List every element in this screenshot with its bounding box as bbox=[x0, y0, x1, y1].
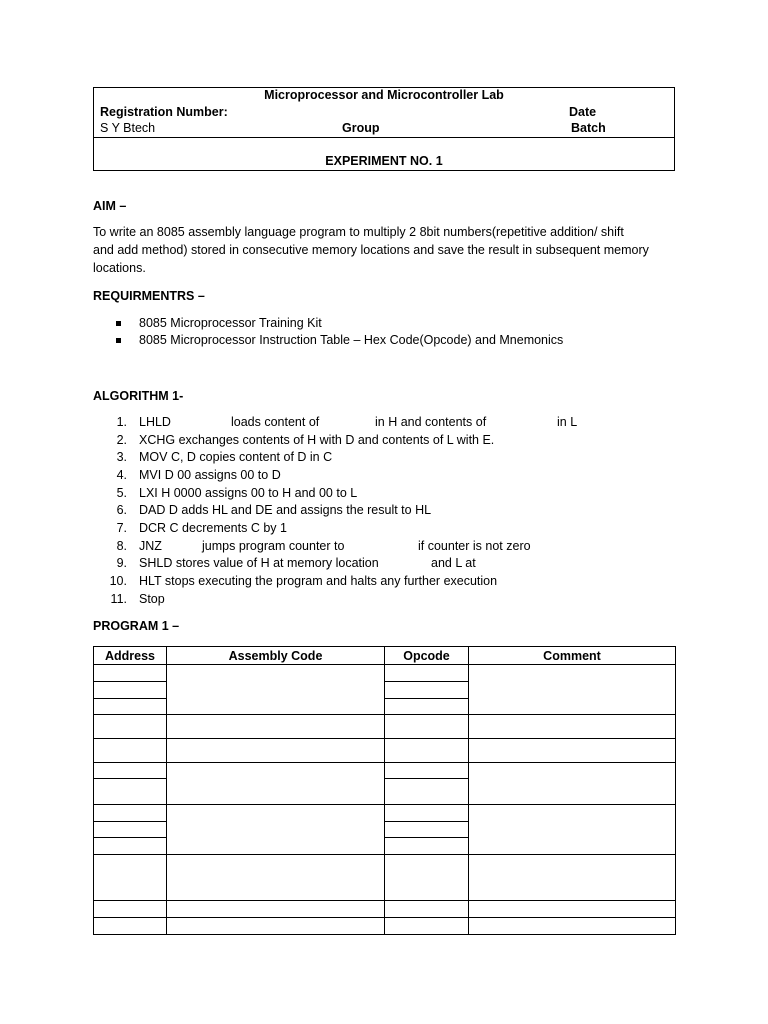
opcode-cell[interactable] bbox=[385, 665, 469, 682]
comment-cell[interactable] bbox=[469, 918, 676, 935]
address-cell[interactable] bbox=[94, 665, 167, 682]
step-number: 3. bbox=[116, 450, 127, 464]
step-number: 7. bbox=[116, 521, 127, 535]
lab-title: Microprocessor and Microcontroller Lab bbox=[264, 88, 504, 102]
address-cell[interactable] bbox=[94, 918, 167, 935]
program-heading: PROGRAM 1 – bbox=[93, 619, 180, 633]
comment-cell[interactable] bbox=[469, 901, 676, 918]
step-text: LXI H 0000 assigns 00 to H and 00 to L bbox=[139, 486, 358, 500]
opcode-cell[interactable] bbox=[385, 822, 469, 838]
requirement-item: 8085 Microprocessor Instruction Table – Hex Code(Opcode) and Mnemonics bbox=[139, 333, 564, 347]
table-row bbox=[94, 715, 676, 739]
assembly-cell[interactable] bbox=[167, 739, 385, 763]
bullet-icon bbox=[116, 338, 121, 343]
step-text: DCR C decrements C by 1 bbox=[139, 521, 287, 535]
experiment-label: EXPERIMENT NO. 1 bbox=[325, 154, 443, 168]
address-cell[interactable] bbox=[94, 855, 167, 901]
table-row bbox=[94, 665, 676, 682]
step-text: jumps program counter to bbox=[202, 539, 345, 553]
table-row bbox=[94, 918, 676, 935]
assembly-cell[interactable] bbox=[167, 805, 385, 855]
opcode-cell[interactable] bbox=[385, 715, 469, 739]
opcode-cell[interactable] bbox=[385, 918, 469, 935]
opcode-cell[interactable] bbox=[385, 739, 469, 763]
step-text: Stop bbox=[139, 592, 165, 606]
opcode-cell[interactable] bbox=[385, 855, 469, 901]
step-number: 8. bbox=[116, 539, 127, 553]
opcode-cell[interactable] bbox=[385, 779, 469, 805]
address-cell[interactable] bbox=[94, 763, 167, 779]
table-header-row bbox=[94, 647, 676, 665]
step-text: JNZ bbox=[139, 539, 162, 553]
comment-cell[interactable] bbox=[469, 715, 676, 739]
table-row bbox=[94, 805, 676, 822]
comment-cell[interactable] bbox=[469, 763, 676, 805]
step-text: if counter is not zero bbox=[418, 539, 531, 553]
address-cell[interactable] bbox=[94, 838, 167, 855]
step-text: SHLD stores value of H at memory location bbox=[139, 556, 379, 570]
header-divider bbox=[93, 137, 675, 138]
address-cell[interactable] bbox=[94, 682, 167, 699]
registration-label: Registration Number: bbox=[100, 105, 228, 119]
assembly-cell[interactable] bbox=[167, 665, 385, 715]
column-header-address: Address bbox=[94, 647, 167, 665]
opcode-cell[interactable] bbox=[385, 901, 469, 918]
step-text: DAD D adds HL and DE and assigns the result to HL bbox=[139, 503, 432, 517]
assembly-cell[interactable] bbox=[167, 918, 385, 935]
step-text: in H and contents of bbox=[375, 415, 487, 429]
step-text: HLT stops executing the program and halts any further execution bbox=[139, 574, 498, 588]
comment-cell[interactable] bbox=[469, 805, 676, 855]
table-row bbox=[94, 739, 676, 763]
aim-line-2: and add method) stored in consecutive memory locations and save the result in subsequent memory bbox=[93, 243, 649, 257]
aim-line-3: locations. bbox=[93, 261, 146, 275]
step-text: and L at bbox=[431, 556, 476, 570]
step-number: 4. bbox=[116, 468, 127, 482]
address-cell[interactable] bbox=[94, 822, 167, 838]
step-number: 9. bbox=[116, 556, 127, 570]
class-label: S Y Btech bbox=[100, 121, 156, 135]
step-text: XCHG exchanges contents of H with D and contents of L with E. bbox=[139, 433, 495, 447]
step-number: 11. bbox=[110, 592, 127, 606]
address-cell[interactable] bbox=[94, 901, 167, 918]
aim-line-1: To write an 8085 assembly language program to multiply 2 8bit numbers(repetitive addition/ shift bbox=[93, 225, 624, 239]
comment-cell[interactable] bbox=[469, 739, 676, 763]
opcode-cell[interactable] bbox=[385, 838, 469, 855]
requirement-item: 8085 Microprocessor Training Kit bbox=[139, 316, 322, 330]
batch-label: Batch bbox=[571, 121, 606, 135]
step-text: MOV C, D copies content of D in C bbox=[139, 450, 333, 464]
opcode-cell[interactable] bbox=[385, 682, 469, 699]
address-cell[interactable] bbox=[94, 739, 167, 763]
step-text: MVI D 00 assigns 00 to D bbox=[139, 468, 281, 482]
step-number: 1. bbox=[116, 415, 127, 429]
step-number: 5. bbox=[116, 486, 127, 500]
address-cell[interactable] bbox=[94, 699, 167, 715]
bullet-icon bbox=[116, 321, 121, 326]
column-header-comment: Comment bbox=[469, 647, 676, 665]
step-text: loads content of bbox=[231, 415, 320, 429]
date-label: Date bbox=[569, 105, 597, 119]
opcode-cell[interactable] bbox=[385, 699, 469, 715]
program-table bbox=[93, 646, 676, 935]
step-number: 6. bbox=[116, 503, 127, 517]
assembly-cell[interactable] bbox=[167, 855, 385, 901]
column-header-opcode: Opcode bbox=[385, 647, 469, 665]
address-cell[interactable] bbox=[94, 805, 167, 822]
algorithm-heading: ALGORITHM 1- bbox=[93, 389, 184, 403]
column-header-assembly-code: Assembly Code bbox=[167, 647, 385, 665]
step-text: in L bbox=[557, 415, 578, 429]
step-number: 10. bbox=[109, 574, 127, 588]
step-text: LHLD bbox=[139, 415, 171, 429]
table-row bbox=[94, 855, 676, 901]
address-cell[interactable] bbox=[94, 779, 167, 805]
step-number: 2. bbox=[116, 433, 127, 447]
assembly-cell[interactable] bbox=[167, 901, 385, 918]
table-row bbox=[94, 901, 676, 918]
assembly-cell[interactable] bbox=[167, 715, 385, 739]
opcode-cell[interactable] bbox=[385, 805, 469, 822]
table-row bbox=[94, 763, 676, 779]
requirements-heading: REQUIRMENTRS – bbox=[93, 289, 205, 303]
assembly-cell[interactable] bbox=[167, 763, 385, 805]
opcode-cell[interactable] bbox=[385, 763, 469, 779]
comment-cell[interactable] bbox=[469, 665, 676, 715]
aim-heading: AIM – bbox=[93, 199, 127, 213]
address-cell[interactable] bbox=[94, 715, 167, 739]
comment-cell[interactable] bbox=[469, 855, 676, 901]
group-label: Group bbox=[342, 121, 380, 135]
